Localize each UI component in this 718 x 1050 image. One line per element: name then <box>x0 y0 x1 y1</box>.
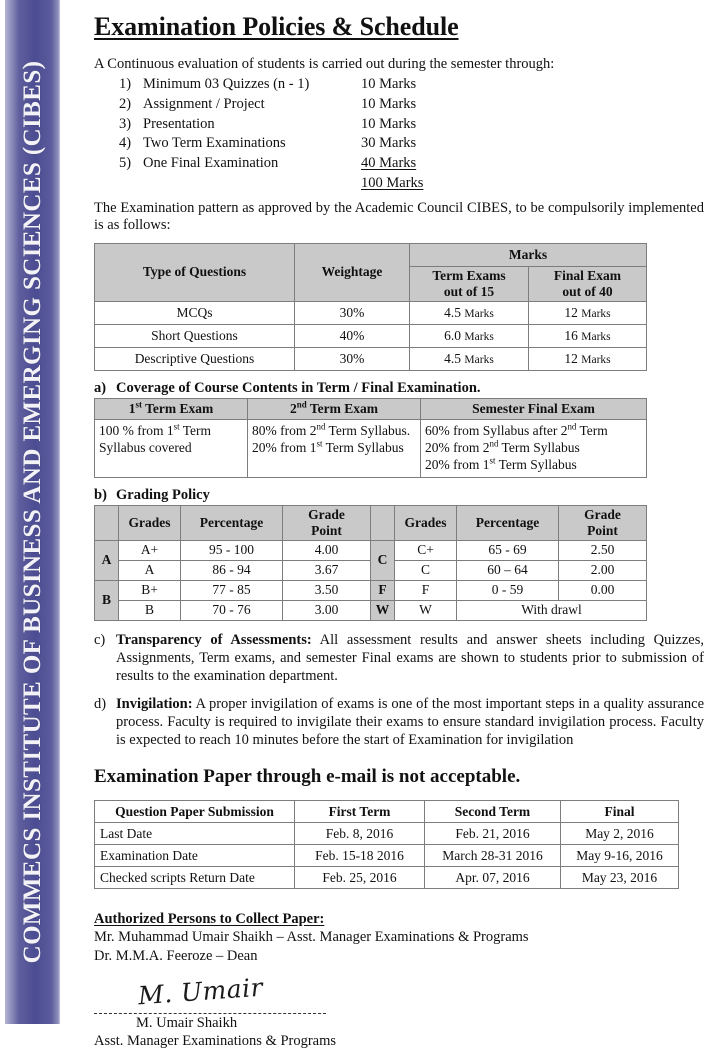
examination-schedule-table <box>94 800 679 889</box>
email-notice: Examination Paper through e-mail is not acceptable. <box>94 766 521 788</box>
table-row <box>95 845 679 867</box>
group-letter-w: W <box>371 600 395 620</box>
item-number: 3) <box>119 115 132 132</box>
h2-sup: nd <box>296 399 307 410</box>
header-grade-point-left <box>283 505 371 540</box>
h2-post: Term Exam <box>306 400 378 416</box>
cell-grade-point: 4.00 <box>283 540 371 560</box>
c3-l1sup: nd <box>567 421 577 432</box>
header-marks-group: Marks <box>410 243 647 266</box>
document-body <box>94 0 704 1049</box>
evaluation-total-row <box>94 174 704 194</box>
list-item <box>119 134 704 154</box>
header-percentage-right: Percentage <box>457 505 559 540</box>
final-unit: Marks <box>581 307 611 320</box>
gp-l2: Point <box>311 522 342 538</box>
item-number: 2) <box>119 96 132 112</box>
item-marks: 10 Marks <box>361 76 417 93</box>
term-unit: Marks <box>464 353 494 366</box>
cell-grade: W <box>395 600 457 620</box>
cell-percentage: 0 - 59 <box>457 580 559 600</box>
grading-policy-table <box>94 505 647 621</box>
cell-term-marks <box>410 301 529 324</box>
table-row <box>95 398 647 419</box>
term-unit: Marks <box>464 330 494 343</box>
cell-grade: B+ <box>119 580 181 600</box>
c1-l1sup: st <box>173 421 180 432</box>
gp-l1: Grade <box>584 506 621 522</box>
term-unit: Marks <box>464 307 494 320</box>
header-second-term: Second Term <box>425 801 561 823</box>
c1-l1a: 100 % from 1 <box>99 422 174 438</box>
header-second-term-exam <box>248 398 421 419</box>
cell-term-marks <box>410 347 529 370</box>
section-c <box>94 631 704 685</box>
cell-grade: C+ <box>395 540 457 560</box>
cell-final-coverage <box>421 419 647 477</box>
c3-l2b: Term Syllabus <box>498 439 580 455</box>
group-letter-a: A <box>95 540 119 580</box>
section-d <box>94 695 704 749</box>
term-value: 4.5 <box>444 304 462 320</box>
c2-l2sup: st <box>316 438 323 449</box>
c2-l1b: Term Syllabus. <box>325 422 411 438</box>
item-label: Assignment / Project <box>143 96 265 112</box>
cell-question-type: Descriptive Questions <box>95 347 295 370</box>
cell-withdrawal: With drawl <box>457 600 647 620</box>
section-b-title: Grading Policy <box>116 486 210 503</box>
section-d-body <box>116 695 704 749</box>
cell-grade-point: 2.00 <box>559 560 647 580</box>
header-term-exams-line2: out of 15 <box>443 283 495 299</box>
cell-first-term: Feb. 8, 2016 <box>295 823 425 845</box>
item-number: 1) <box>119 76 132 93</box>
section-d-label: d) <box>94 695 107 712</box>
marks-distribution-table <box>94 243 647 371</box>
final-value: 16 <box>564 327 578 343</box>
final-unit: Marks <box>581 330 611 343</box>
item-number: 5) <box>119 155 132 172</box>
header-percentage-left: Percentage <box>181 505 283 540</box>
list-item <box>119 95 704 115</box>
table-row <box>95 243 647 266</box>
authorized-person-1: Mr. Muhammad Umair Shaikh – Asst. Manager Examinations & Programs <box>94 929 529 946</box>
handwritten-signature: M. Umair <box>137 972 264 1011</box>
cell-second-term: March 28-31 2016 <box>425 845 561 867</box>
c3-l3b: Term Syllabus <box>495 456 577 472</box>
table-row <box>95 540 647 560</box>
header-weightage: Weightage <box>295 243 410 301</box>
table-row <box>95 823 679 845</box>
section-b-heading <box>94 487 704 504</box>
evaluation-components-list <box>94 75 704 174</box>
item-label: Two Term Examinations <box>143 135 286 152</box>
header-first-term: First Term <box>295 801 425 823</box>
c3-l3sup: st <box>489 455 496 466</box>
cell-percentage: 77 - 85 <box>181 580 283 600</box>
spacer <box>119 174 361 194</box>
cell-question-type: Short Questions <box>95 324 295 347</box>
header-final: Final <box>561 801 679 823</box>
header-grades-left: Grades <box>119 505 181 540</box>
cell-weightage: 30% <box>295 301 410 324</box>
signature-block <box>94 972 704 1049</box>
item-label: Minimum 03 Quizzes (n - 1) <box>143 76 310 93</box>
section-c-text: All assessment results and answer sheets including Quizzes, Assignments, Term exams, and semester Final exams are shown to students prior to submission of results to the examination department. <box>116 631 704 684</box>
row-label: Checked scripts Return Date <box>95 867 295 889</box>
cell-final: May 23, 2016 <box>561 867 679 889</box>
institute-side-band <box>5 0 60 1024</box>
section-a-heading <box>94 380 704 397</box>
institute-name-vertical: COMMECS INSTITUTE OF BUSINESS AND EMERGING SCIENCES (CIBES) <box>18 60 46 964</box>
pattern-paragraph: The Examination pattern as approved by the Academic Council CIBES, to be compulsorily implemented is as follows: <box>94 199 704 234</box>
cell-percentage: 95 - 100 <box>181 540 283 560</box>
c2-l2a: 20% from 1 <box>252 439 317 455</box>
section-c-lead: Transparency of Assessments: <box>116 631 312 648</box>
final-value: 12 <box>564 304 578 320</box>
cell-grade-point: 3.50 <box>283 580 371 600</box>
group-letter-f: F <box>371 580 395 600</box>
h2-pre: 2 <box>290 400 297 416</box>
header-first-term-exam <box>95 398 248 419</box>
row-label: Last Date <box>95 823 295 845</box>
table-row <box>95 419 647 477</box>
table-row <box>95 867 679 889</box>
blank-corner-right <box>371 505 395 540</box>
header-type-of-questions: Type of Questions <box>95 243 295 301</box>
item-label: One Final Examination <box>143 155 279 172</box>
cell-first-term-coverage <box>95 419 248 477</box>
cell-final: May 9-16, 2016 <box>561 845 679 867</box>
group-letter-c: C <box>371 540 395 580</box>
c3-l1b: Term <box>576 422 608 438</box>
authorized-person-2: Dr. M.M.A. Feeroze – Dean <box>94 947 258 964</box>
header-question-paper-submission: Question Paper Submission <box>95 801 295 823</box>
item-marks: 40 Marks <box>361 155 417 172</box>
section-a-label: a) <box>94 379 107 396</box>
cell-final-marks <box>529 301 647 324</box>
cell-final-marks <box>529 324 647 347</box>
item-marks: 10 Marks <box>361 115 417 132</box>
blank-corner-left <box>95 505 119 540</box>
row-label: Examination Date <box>95 845 295 867</box>
cell-final: May 2, 2016 <box>561 823 679 845</box>
c2-l2b: Term Syllabus <box>322 439 404 455</box>
cell-question-type: MCQs <box>95 301 295 324</box>
signatory-role: Asst. Manager Examinations & Programs <box>94 1032 337 1049</box>
page-title: Examination Policies & Schedule <box>94 12 459 41</box>
gp-l2: Point <box>587 522 618 538</box>
list-item <box>119 154 704 174</box>
group-letter-b: B <box>95 580 119 620</box>
header-final-exam-line1: Final Exam <box>553 267 622 283</box>
item-marks: 10 Marks <box>361 96 417 112</box>
header-term-exams-line1: Term Exams <box>432 267 506 283</box>
table-row <box>95 505 647 540</box>
signature-rule <box>94 1013 326 1014</box>
cell-grade-point: 3.67 <box>283 560 371 580</box>
cell-grade-point: 0.00 <box>559 580 647 600</box>
cell-final-marks <box>529 347 647 370</box>
syllabus-coverage-table <box>94 398 647 478</box>
gp-l1: Grade <box>308 506 345 522</box>
header-grades-right: Grades <box>395 505 457 540</box>
table-row <box>95 301 647 324</box>
cell-second-term: Feb. 21, 2016 <box>425 823 561 845</box>
cell-second-term: Apr. 07, 2016 <box>425 867 561 889</box>
cell-grade: B <box>119 600 181 620</box>
header-semester-final-exam: Semester Final Exam <box>421 398 647 419</box>
list-item <box>119 115 704 135</box>
cell-grade: A <box>119 560 181 580</box>
cell-grade: A+ <box>119 540 181 560</box>
cell-percentage: 60 – 64 <box>457 560 559 580</box>
header-final-exam-line2: out of 40 <box>562 283 613 299</box>
c1-l1b: Term <box>179 422 212 438</box>
section-c-body <box>116 631 704 685</box>
item-marks: 30 Marks <box>361 135 417 152</box>
list-item <box>119 75 704 95</box>
section-d-lead: Invigilation: <box>116 695 193 712</box>
table-row <box>95 801 679 823</box>
cell-first-term: Feb. 25, 2016 <box>295 867 425 889</box>
signatory-name: M. Umair Shaikh <box>136 1014 238 1031</box>
cell-grade: F <box>395 580 457 600</box>
item-number: 4) <box>119 135 132 152</box>
term-value: 4.5 <box>444 350 462 366</box>
table-row <box>95 324 647 347</box>
cell-weightage: 30% <box>295 347 410 370</box>
table-row <box>95 347 647 370</box>
c2-l1a: 80% from 2 <box>252 422 317 438</box>
h1-pre: 1 <box>128 400 136 416</box>
c3-l2a: 20% from 2 <box>425 439 490 455</box>
cell-first-term: Feb. 15-18 2016 <box>295 845 425 867</box>
cell-grade-point: 2.50 <box>559 540 647 560</box>
final-unit: Marks <box>581 353 611 366</box>
c3-l1a: 60% from Syllabus after 2 <box>425 422 568 438</box>
cell-term-marks <box>410 324 529 347</box>
cell-grade: C <box>395 560 457 580</box>
c2-l1sup: nd <box>316 421 326 432</box>
table-row <box>95 580 647 600</box>
h1-sup: st <box>135 399 142 410</box>
term-value: 6.0 <box>444 327 462 343</box>
h1-post: Term Exam <box>141 400 214 416</box>
cell-second-term-coverage <box>248 419 421 477</box>
header-term-exams <box>410 266 529 301</box>
cell-percentage: 70 - 76 <box>181 600 283 620</box>
evaluation-total: 100 Marks <box>361 174 424 191</box>
cell-weightage: 40% <box>295 324 410 347</box>
cell-percentage: 86 - 94 <box>181 560 283 580</box>
c3-l2sup: nd <box>489 438 499 449</box>
intro-paragraph: A Continuous evaluation of students is carried out during the semester through: <box>94 55 555 72</box>
table-row <box>95 600 647 620</box>
authorized-persons-heading: Authorized Persons to Collect Paper: <box>94 911 325 928</box>
c3-l3a: 20% from 1 <box>425 456 490 472</box>
section-c-label: c) <box>94 631 106 648</box>
section-a-title: Coverage of Course Contents in Term / Final Examination. <box>116 379 481 396</box>
final-value: 12 <box>564 350 578 366</box>
cell-percentage: 65 - 69 <box>457 540 559 560</box>
item-label: Presentation <box>143 115 215 132</box>
cell-grade-point: 3.00 <box>283 600 371 620</box>
c1-l2: Syllabus covered <box>99 439 192 455</box>
section-b-label: b) <box>94 486 107 503</box>
header-final-exam <box>529 266 647 301</box>
header-grade-point-right <box>559 505 647 540</box>
section-d-text: A proper invigilation of exams is one of the most important steps in a quality assurance process. Faculty is required to invigilate their exams to ensure standard invigilation process. Faculty is expected to reach 10 minutes before the start of Examination for invigilation <box>116 695 704 749</box>
